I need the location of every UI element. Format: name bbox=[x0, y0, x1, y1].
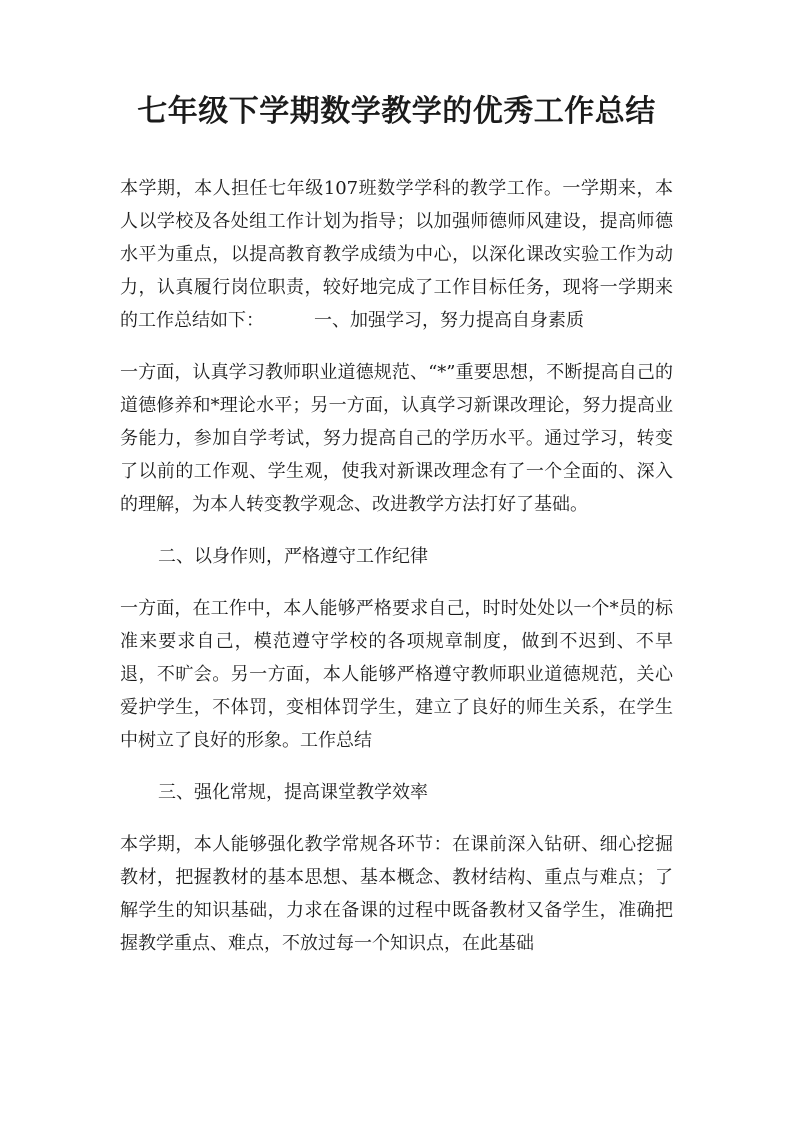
intro-text: 本学期，本人担任七年级107班数学学科的教学工作。一学期来，本人以学校及各处组工作计划为指导；以加强师德师风建设，提高师德水平为重点，以提高教育教学成绩为中心，以深化课改实验工作为动力，认真履行岗位职责，较好地完成了工作目标任务，现将一学期来的工作总结如下： bbox=[120, 178, 673, 331]
intro-paragraph bbox=[120, 172, 673, 337]
section1-body: 一方面，认真学习教师职业道德规范、“*”重要思想，不断提高自己的道德修养和*理论水平；另一方面，认真学习新课改理论，努力提高业务能力，参加自学考试，努力提高自己的学历水平。通过学习，转变了以前的工作观、学生观，使我对新课改理念有了一个全面的、深入的理解，为本人转变教学观念、改进教学方法打好了基础。 bbox=[120, 362, 673, 515]
paragraph-spacer bbox=[120, 521, 673, 540]
paragraph-spacer bbox=[120, 573, 673, 592]
paragraph-spacer bbox=[120, 757, 673, 776]
paragraph-spacer bbox=[120, 809, 673, 828]
section2-body: 一方面，在工作中，本人能够严格要求自己，时时处处以一个*员的标准来要求自己，模范遵守学校的各项规章制度，做到不迟到、不早退，不旷会。另一方面，本人能够严格遵守教师职业道德规范，关心爱护学生，不体罚，变相体罚学生，建立了良好的师生关系，在学生中树立了良好的形象。工作总结 bbox=[120, 598, 673, 751]
section3-heading: 三、强化常规，提高课堂教学效率 bbox=[158, 782, 428, 803]
title-spacer bbox=[120, 132, 673, 172]
section3-body: 本学期，本人能够强化教学常规各环节：在课前深入钻研、细心挖掘教材，把握教材的基本思想、基本概念、教材结构、重点与难点；了解学生的知识基础，力求在备课的过程中既备教材又备学生，准确把握教学重点、难点，不放过每一个知识点，在此基础 bbox=[120, 834, 673, 954]
section2-heading: 二、以身作则，严格遵守工作纪律 bbox=[158, 546, 428, 567]
document-title: 七年级下学期数学教学的优秀工作总结 bbox=[137, 94, 656, 129]
paragraph-spacer bbox=[120, 337, 673, 356]
section1-heading: 一、加强学习，努力提高自身素质 bbox=[314, 310, 584, 331]
